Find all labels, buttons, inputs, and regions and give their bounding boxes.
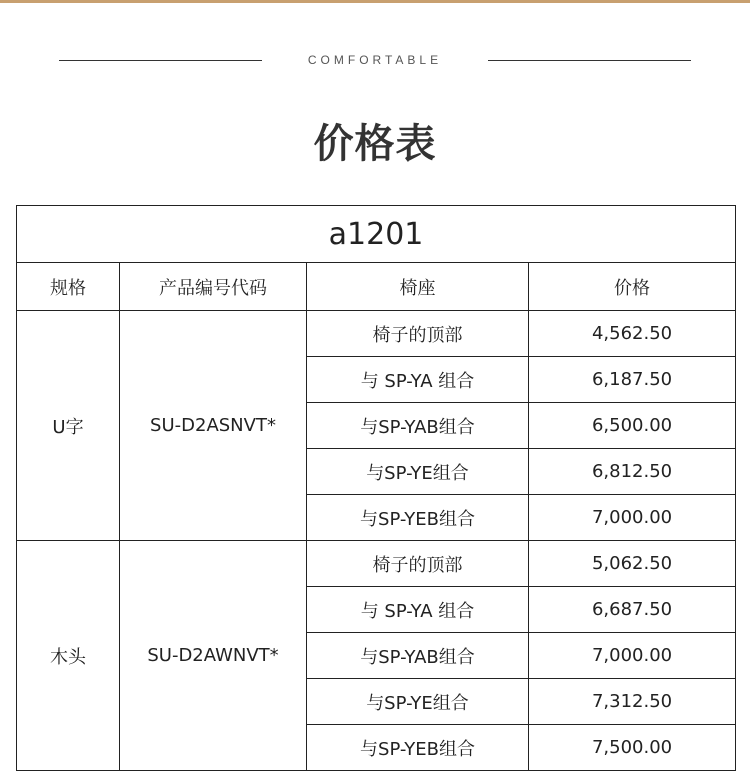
column-header-code: 产品编号代码: [120, 263, 307, 311]
price-cell: 7,500.00: [529, 725, 736, 771]
column-header-seat: 椅座: [307, 263, 529, 311]
price-cell: 6,500.00: [529, 403, 736, 449]
seat-cell: 与SP-YEB组合: [307, 495, 529, 541]
top-accent-bar: [0, 0, 750, 3]
column-header-price: 价格: [529, 263, 736, 311]
seat-cell: 椅子的顶部: [307, 541, 529, 587]
spec-cell: 木头: [17, 541, 120, 771]
table-row: [17, 311, 736, 357]
column-header-spec: 规格: [17, 263, 120, 311]
decorative-rule-right: [488, 60, 691, 61]
price-cell: 7,312.50: [529, 679, 736, 725]
seat-cell: 与SP-YAB组合: [307, 633, 529, 679]
page-title: 价格表: [313, 121, 437, 167]
price-cell: 6,187.50: [529, 357, 736, 403]
product-code-cell: SU-D2AWNVT*: [120, 541, 307, 771]
table-model-caption: a1201: [17, 206, 736, 263]
price-cell: 7,000.00: [529, 495, 736, 541]
price-cell: 6,812.50: [529, 449, 736, 495]
seat-cell: 与SP-YEB组合: [307, 725, 529, 771]
price-table: [16, 205, 736, 771]
spec-cell: U字: [17, 311, 120, 541]
seat-cell: 与SP-YAB组合: [307, 403, 529, 449]
seat-cell: 与SP-YE组合: [307, 449, 529, 495]
product-code-cell: SU-D2ASNVT*: [120, 311, 307, 541]
seat-cell: 椅子的顶部: [307, 311, 529, 357]
page-subtitle: COMFORTABLE: [307, 53, 443, 67]
table-row: [17, 541, 736, 587]
seat-cell: 与SP-YE组合: [307, 679, 529, 725]
decorative-rule-left: [59, 60, 262, 61]
seat-cell: 与 SP-YA 组合: [307, 357, 529, 403]
price-cell: 5,062.50: [529, 541, 736, 587]
seat-cell: 与 SP-YA 组合: [307, 587, 529, 633]
price-cell: 7,000.00: [529, 633, 736, 679]
price-cell: 4,562.50: [529, 311, 736, 357]
price-cell: 6,687.50: [529, 587, 736, 633]
